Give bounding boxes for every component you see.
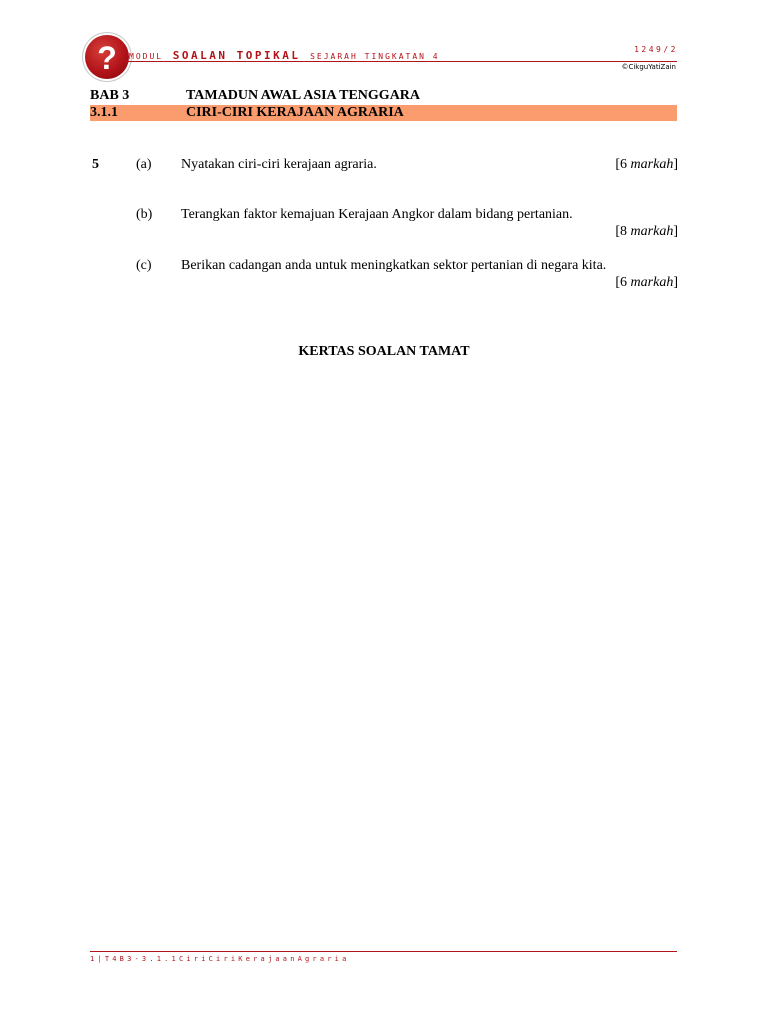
part-b-label: (b)	[136, 207, 153, 222]
footer-rule	[90, 951, 677, 952]
part-c-marks-word: markah	[630, 275, 674, 290]
paper-code: 1249/2	[634, 45, 678, 54]
module-prefix: MODUL	[129, 52, 164, 61]
part-c-marks-open: [6	[615, 275, 631, 290]
module-heading	[129, 44, 440, 63]
module-subject: SEJARAH TINGKATAN 4	[310, 52, 440, 61]
part-b-text: Terangkan faktor kemajuan Kerajaan Angkor dalam bidang pertanian.	[181, 207, 573, 222]
part-b-marks	[615, 224, 678, 240]
chapter-title: TAMADUN AWAL ASIA TENGGARA	[186, 88, 421, 103]
part-a-text: Nyatakan ciri-ciri kerajaan agraria.	[181, 157, 377, 172]
svg-text:?: ?	[97, 40, 117, 76]
part-c-marks-close: ]	[673, 275, 678, 290]
question-number: 5	[92, 157, 99, 172]
module-title: SOALAN TOPIKAL	[172, 49, 301, 62]
chapter-row	[90, 88, 677, 104]
question-mark-logo-icon	[85, 35, 129, 79]
chapter-label: BAB 3	[90, 88, 130, 103]
part-a-label: (a)	[136, 157, 152, 172]
subtopic-row	[90, 105, 677, 121]
end-of-paper-note: KERTAS SOALAN TAMAT	[298, 344, 470, 359]
part-c-marks	[615, 275, 678, 291]
part-c-text: Berikan cadangan anda untuk meningkatkan sektor pertanian di negara kita.	[181, 258, 607, 273]
part-a-marks	[615, 157, 678, 173]
part-a-marks-close: ]	[673, 157, 678, 172]
part-c-label: (c)	[136, 258, 152, 273]
part-a-marks-open: [6	[615, 157, 631, 172]
subtopic-label: 3.1.1	[90, 105, 118, 120]
part-b-marks-close: ]	[673, 224, 678, 239]
subtopic-title: CIRI-CIRI KERAJAAN AGRARIA	[186, 105, 404, 120]
part-b-marks-word: markah	[630, 224, 674, 239]
part-b-marks-open: [8	[615, 224, 631, 239]
footer-text: 1|T4B3-3.1.1CiriCiriKerajaanAgraria	[90, 955, 350, 963]
part-a-marks-word: markah	[630, 157, 674, 172]
copyright: ©CikguYatiZain	[621, 63, 676, 71]
